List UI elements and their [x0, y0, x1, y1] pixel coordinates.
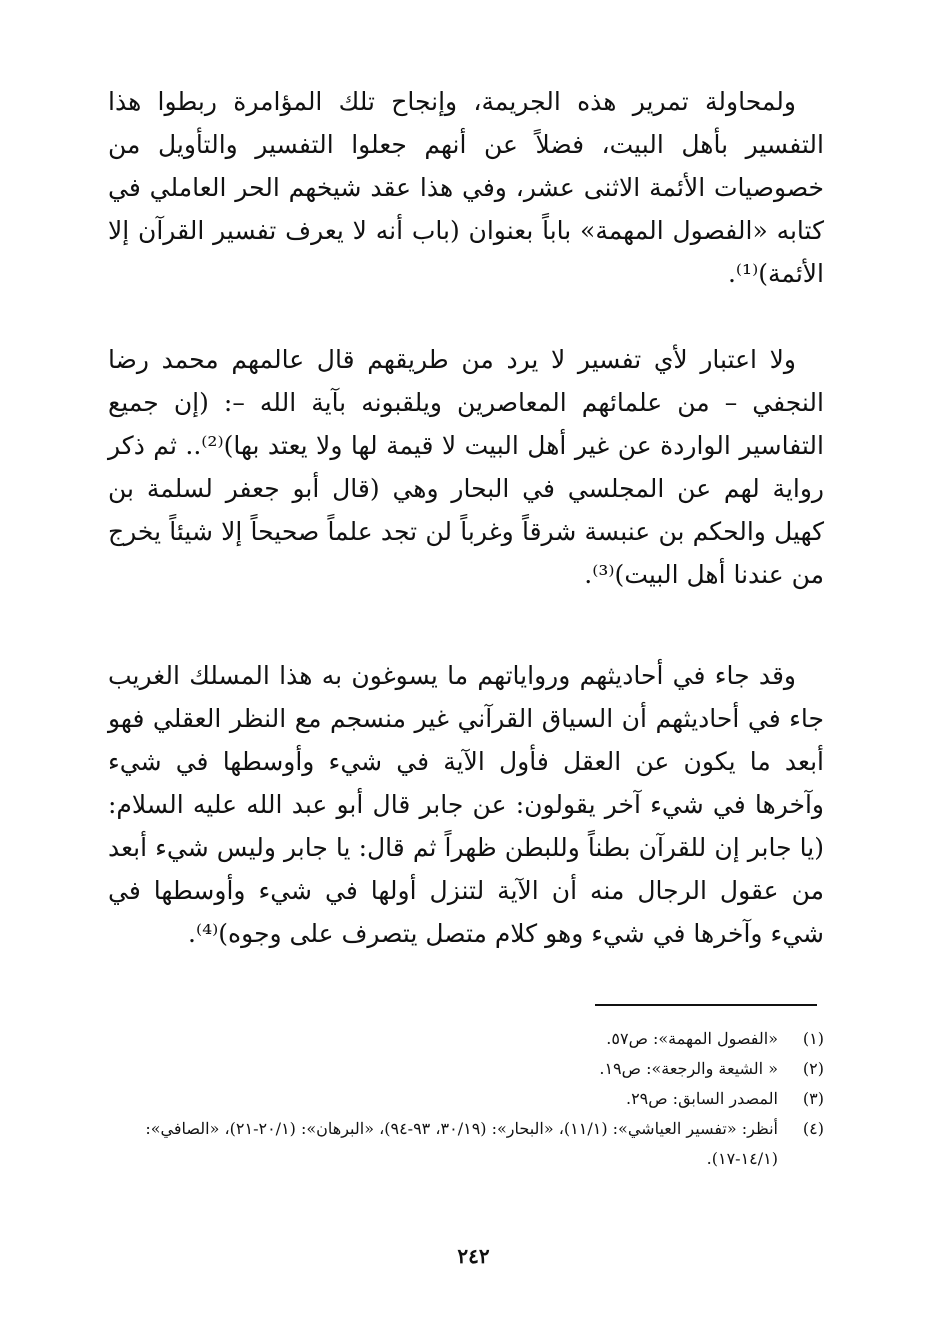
paragraph-text: وقد جاء في أحاديثهم ورواياتهم ما يسوغون به هذا المسلك الغريب جاء في أحاديثهم أن السياق القرآني غير منسجم مع النظر العقلي فهو أبعد ما يكون عن العقل فأول الآية في شيء وأوسطها في شيء وآخرها في شيء آخر يقولون: عن جابر قال أبو عبد الله عليه السلام: (يا جابر إن للقرآن بطناً وللبطن ظهراً ثم قال: يا جابر وليس شيء أبعد من عقول الرجال منه أن الآية لتنزل أولها في شيء وأوسطها في شيء وآخرها في شيء وهو كلام متصل يتصرف على وجوه)⁽⁴⁾. [108, 661, 824, 948]
footnote-1 [120, 1024, 824, 1054]
footnote-text: « الشيعة والرجعة»: ص١٩. [599, 1059, 778, 1078]
footnote-number: (٢) [802, 1059, 824, 1078]
footnote-number: (٣) [802, 1089, 824, 1108]
paragraph-text: ولمحاولة تمرير هذه الجريمة، وإنجاح تلك المؤامرة ربطوا هذا التفسير بأهل البيت، فضلاً عن أنهم جعلوا التفسير والتأويل من خصوصيات الأئمة الاثنى عشر، وفي هذا عقد شيخهم الحر العاملي في كتابه «الفصول المهمة» باباً بعنوان (باب أنه لا يعرف تفسير القرآن إلا الأئمة)⁽¹⁾. [108, 87, 824, 288]
footnote-2 [120, 1054, 824, 1084]
footnote-text: المصدر السابق: ص٢٩. [625, 1089, 778, 1108]
paragraph-text: ولا اعتبار لأي تفسير لا يرد من طريقهم قال عالمهم محمد رضا النجفي – من علمائهم المعاصرين ويلقبونه بآية الله –: (إن جميع التفاسير الواردة عن غير أهل البيت لا قيمة لها ولا يعتد بها)⁽²⁾.. ثم ذكر رواية لهم عن المجلسي في البحار وهي (قال أبو جعفر لسلمة بن كهيل والحكم بن عنبسة شرقاً وغرباً لن تجد علماً صحيحاً إلا شيئاً يخرج من عندنا أهل البيت)⁽³⁾. [108, 345, 824, 589]
body-paragraph-1 [108, 80, 824, 295]
page-number: ٢٤٢ [457, 1244, 490, 1268]
footnote-number: (١) [802, 1029, 824, 1048]
footnote-separator [595, 1004, 817, 1006]
footnote-text: أنظر: «تفسير العياشي»: (١١/١)، «البحار»: (٣٠/١٩، ٩٣-٩٤)، «البرهان»: (٢٠/١-٢١)، «الصافي»: (١٤/١-١٧). [145, 1119, 778, 1168]
body-paragraph-2 [108, 338, 824, 596]
footnotes [120, 1024, 824, 1174]
footnote-4 [120, 1114, 824, 1174]
footnote-number: (٤) [802, 1119, 824, 1138]
footnote-text: «الفصول المهمة»: ص٥٧. [606, 1029, 778, 1048]
footnote-3 [120, 1084, 824, 1114]
body-paragraph-3 [108, 654, 824, 955]
